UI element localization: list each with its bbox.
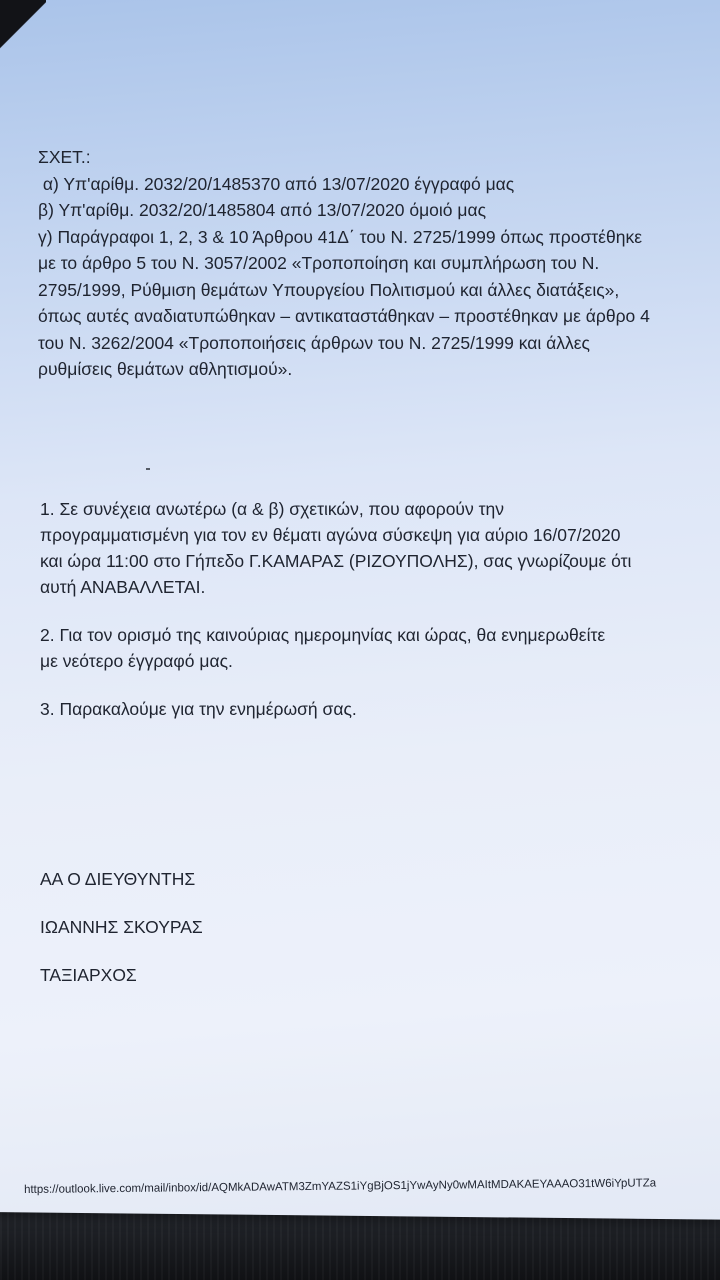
reference-line: με το άρθρο 5 του Ν. 3057/2002 «Τροποποίηση και συμπλήρωση του Ν. bbox=[38, 253, 600, 273]
reference-line: γ) Παράγραφοι 1, 2, 3 & 10 Άρθρου 41Δ΄ του Ν. 2725/1999 όπως προστέθηκε bbox=[38, 226, 642, 247]
reference-line: β) Υπ'αρίθμ. 2032/20/1485804 από 13/07/2020 όμοιό μας bbox=[38, 200, 487, 220]
point-line: και ώρα 11:00 στο Γήπεδο Γ.ΚΑΜΑΡΑΣ (ΡΙΖΟΥΠΟΛΗΣ), σας γνωρίζουμε ότι bbox=[40, 551, 632, 571]
reference-line: 2795/1999, Ρύθμιση θεμάτων Υπουργείου Πολιτισμού και άλλες διατάξεις», bbox=[38, 279, 620, 300]
cropped-header-text bbox=[46, 0, 86, 2]
signature-title: ΑΑ Ο ΔΙΕΥΘΥΝΤΗΣ bbox=[40, 869, 196, 889]
reference-line: α) Υπ'αρίθμ. 2032/20/1485370 από 13/07/2020 έγγραφό μας bbox=[38, 173, 515, 194]
point-1 bbox=[40, 496, 631, 600]
signature-rank: ΤΑΞΙΑΡΧΟΣ bbox=[40, 965, 137, 985]
point-line: με νεότερο έγγραφό μας. bbox=[40, 651, 233, 671]
signature-name: ΙΩΑΝΝΗΣ ΣΚΟΥΡΑΣ bbox=[40, 917, 203, 937]
point-line: 1. Σε συνέχεια ανωτέρω (α & β) σχετικών, που αφορούν την bbox=[40, 499, 505, 519]
table-surface bbox=[0, 1210, 720, 1280]
corner-shadow bbox=[0, 0, 46, 60]
reference-line: όπως αυτές αναδιατυπώθηκαν – αντικαταστάθηκαν – προστέθηκαν με άρθρο 4 bbox=[38, 306, 650, 326]
reference-line: του Ν. 3262/2004 «Τροποποιήσεις άρθρων του Ν. 2725/1999 και άλλες bbox=[38, 332, 590, 353]
point-2 bbox=[40, 622, 631, 674]
footer-url: https://outlook.live.com/mail/inbox/id/AQMkADAwATM3ZmYAZS1iYgBjOS1jYwAyNy0wMAItMDAKAEYAAAO31tW6iYpUTZa bbox=[24, 1177, 657, 1196]
point-line: 3. Παρακαλούμε για την ενημέρωσή σας. bbox=[40, 699, 357, 719]
references-block bbox=[38, 144, 650, 383]
point-line: προγραμματισμένη για τον εν θέματι αγώνα σύσκεψη για αύριο 16/07/2020 bbox=[40, 525, 621, 545]
point-line: αυτή ΑΝΑΒΑΛΛΕΤΑΙ. bbox=[40, 577, 206, 597]
point-3 bbox=[40, 696, 631, 722]
signature-block bbox=[40, 866, 203, 1010]
references-heading: ΣΧΕΤ.: bbox=[38, 147, 91, 167]
reference-line: ρυθμίσεις θεμάτων αθλητισμού». bbox=[38, 359, 293, 379]
point-line: 2. Για τον ορισμό της καινούριας ημερομηνίας και ώρας, θα ενημερωθείτε bbox=[40, 625, 606, 645]
stray-mark bbox=[146, 468, 150, 470]
body-points bbox=[40, 496, 631, 744]
